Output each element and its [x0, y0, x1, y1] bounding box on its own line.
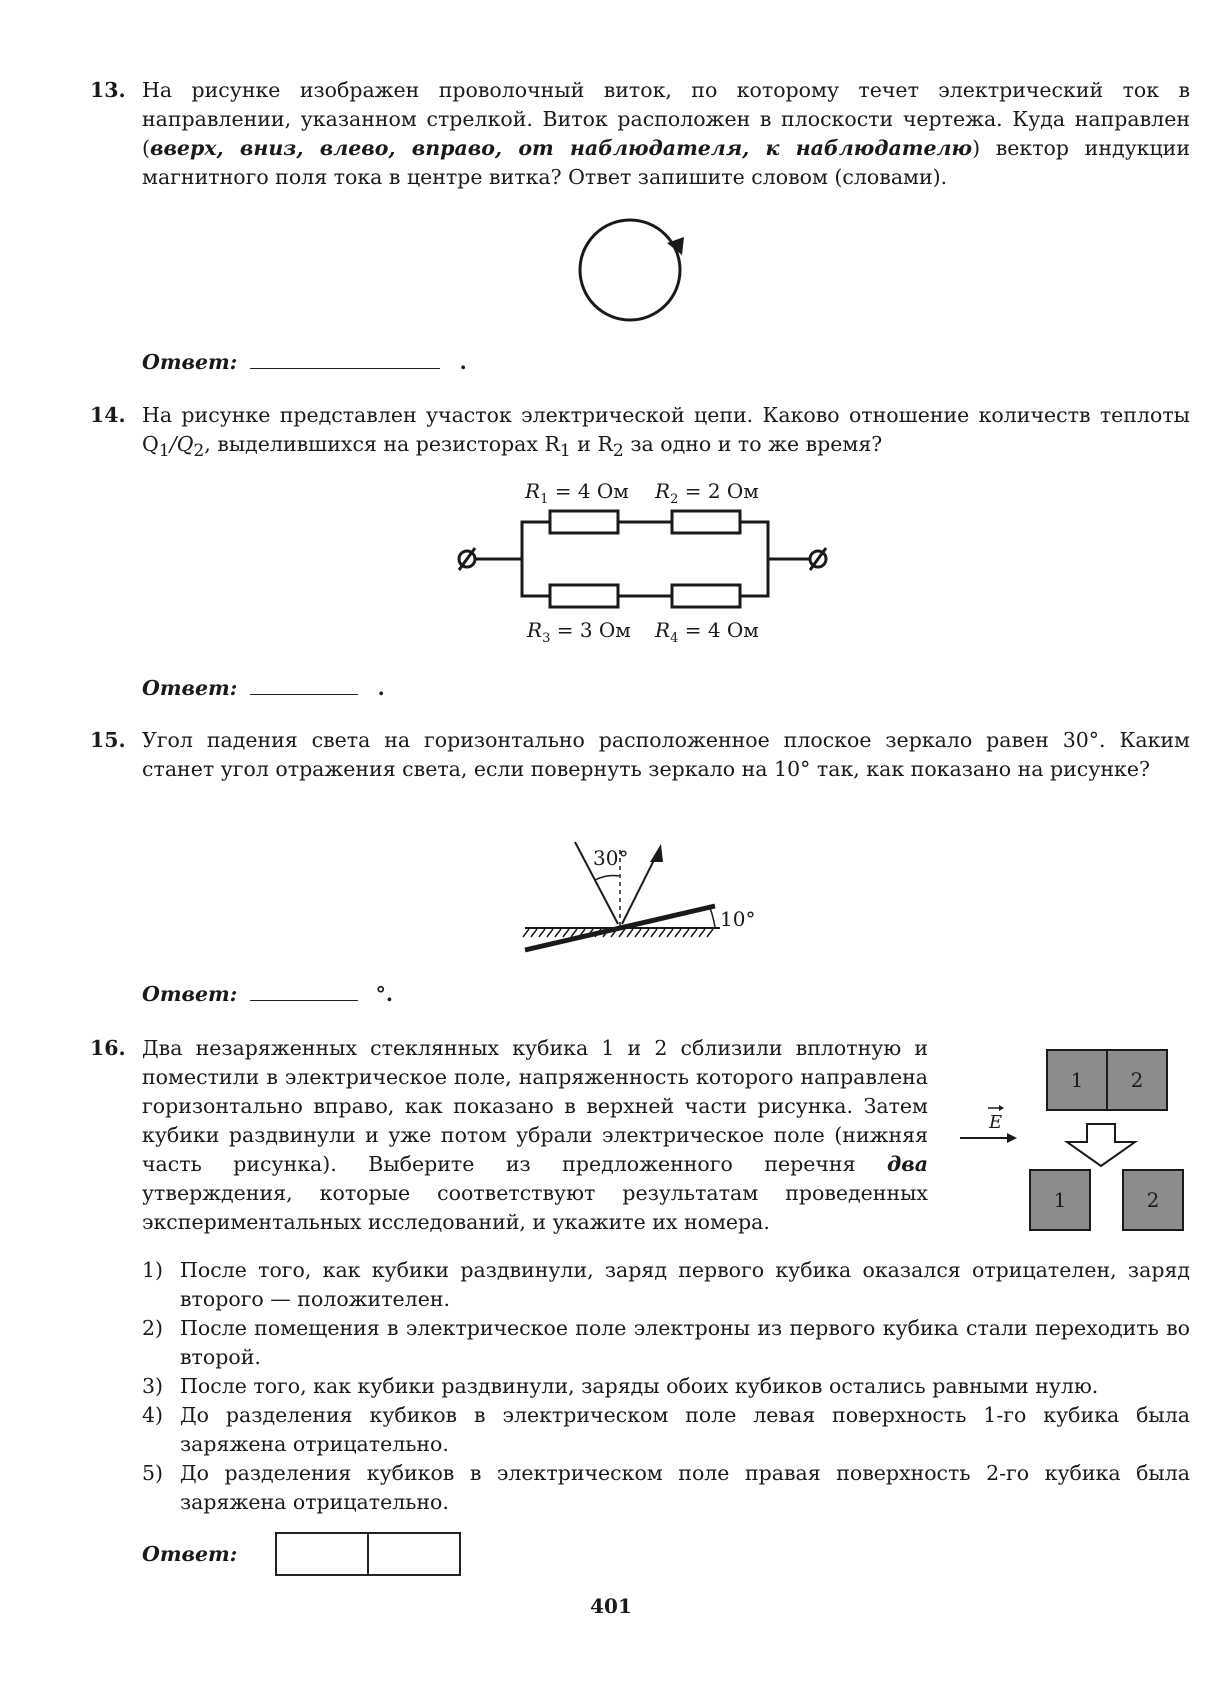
- question-number: 15.: [90, 728, 126, 752]
- option-item: 5) До разделения кубиков в электрическом поле правая поверхность 2-го кубика была заряжена отрицательно.: [142, 1461, 1190, 1514]
- question-14: [90, 401, 1190, 461]
- question-text: Два незаряженных стеклянных кубика 1 и 2 сблизили вплотную и поместили в электрическое поле, напряженность которого направлена горизонтально вправо, как показано в верхней части рисунка. Затем кубики раздвинули и уже потом убрали электрическое поле (нижняя часть рисунка). Выберите из предложенного перечня два утверждения, которые соответствуют результатам проведенных экспериментальных исследований, и укажите их номера.: [142, 1036, 928, 1234]
- answer-label: Ответ:: [142, 1542, 238, 1566]
- answer-row-16: [142, 1542, 237, 1566]
- question-16: [90, 1034, 928, 1244]
- answer-label: Ответ:: [142, 350, 238, 374]
- cube-2-top-label: 2: [1130, 1068, 1144, 1092]
- field-label: E: [989, 1112, 1003, 1133]
- cube-1-top-label: 1: [1070, 1068, 1084, 1092]
- cube-2-bottom-label: 2: [1146, 1188, 1160, 1212]
- question-text: На рисунке изображен проволочный виток, по которому течет электрический ток в направлении, указанном стрелкой. Виток расположен в плоскости чертежа. Куда направлен (вверх, вниз, влево, вправо, от наблюдателя, к наблюдателю) вектор индукции магнитного поля тока в центре витка? Ответ запишите словом (словами).: [142, 78, 1190, 189]
- resistor-r3: [550, 585, 618, 607]
- answer-boxes: [275, 1532, 461, 1576]
- question-13: [90, 76, 1190, 196]
- option-item: 3) После того, как кубики раздвинули, заряды обоих кубиков остались равными нулю.: [142, 1374, 1099, 1398]
- option-item: 1) После того, как кубики раздвинули, заряд первого кубика оказался отрицателен, заряд второго — положителен.: [142, 1258, 1190, 1311]
- question-text: На рисунке представлен участок электрической цепи. Каково отношение количеств теплоты $Q_1/Q_2$, выделившихся на резисторах $R_1$ и $R_2$ за одно и то же время?: [142, 403, 1190, 462]
- answer-row-15: Ответ: °.: [142, 978, 393, 1006]
- answer-label: Ответ:: [142, 676, 238, 700]
- r2-label: $R_2 = 2$ Ом: [655, 479, 759, 507]
- answer-options: вверх, вниз, влево, вправо, от наблюдателя, к наблюдателю: [150, 136, 973, 160]
- option-item: 2) После помещения в электрическое поле электроны из первого кубика стали переходить во второй.: [142, 1316, 1190, 1369]
- answer-box-1[interactable]: [277, 1534, 369, 1574]
- resistor-r1: [550, 511, 618, 533]
- answer-row-14: Ответ: .: [142, 672, 385, 700]
- question-number: 14.: [90, 403, 126, 427]
- answer-field[interactable]: [250, 672, 358, 695]
- angle-10-label: 10°: [720, 907, 756, 931]
- question-number: 13.: [90, 78, 126, 102]
- resistor-r4: [672, 585, 740, 607]
- page-number: 401: [590, 1594, 632, 1618]
- transition-arrow-icon: [1067, 1124, 1135, 1166]
- answer-field[interactable]: [250, 346, 440, 369]
- mirror-figure: [515, 832, 775, 958]
- circuit-diagram: [450, 470, 850, 648]
- question-15: [90, 726, 1190, 816]
- answer-label: Ответ:: [142, 982, 238, 1006]
- options-list: [142, 1256, 1190, 1517]
- wire-loop: [580, 220, 680, 320]
- cube-1-bottom-label: 1: [1053, 1188, 1067, 1212]
- r1-label: $R_1 = 4$ Ом: [525, 479, 629, 507]
- answer-field[interactable]: [250, 978, 358, 1001]
- question-number: 16.: [90, 1036, 126, 1060]
- ray-arrow-icon: [650, 844, 663, 862]
- answer-row-13: Ответ: .: [142, 346, 467, 374]
- resistor-r2: [672, 511, 740, 533]
- option-item: 4) До разделения кубиков в электрическом поле левая поверхность 1-го кубика была заряжена отрицательно.: [142, 1403, 1190, 1456]
- answer-box-2[interactable]: [369, 1534, 459, 1574]
- question-text: Угол падения света на горизонтально расположенное плоское зеркало равен 30°. Каким станет угол отражения света, если повернуть зеркало на 10° так, как показано на рисунке?: [142, 728, 1190, 781]
- r3-label: $R_3 = 3$ Ом: [527, 618, 631, 646]
- wire-loop-figure: [560, 212, 710, 332]
- angle-30-label: 30°: [593, 846, 629, 870]
- cubes-figure: [955, 1040, 1185, 1240]
- r4-label: $R_4 = 4$ Ом: [655, 618, 759, 646]
